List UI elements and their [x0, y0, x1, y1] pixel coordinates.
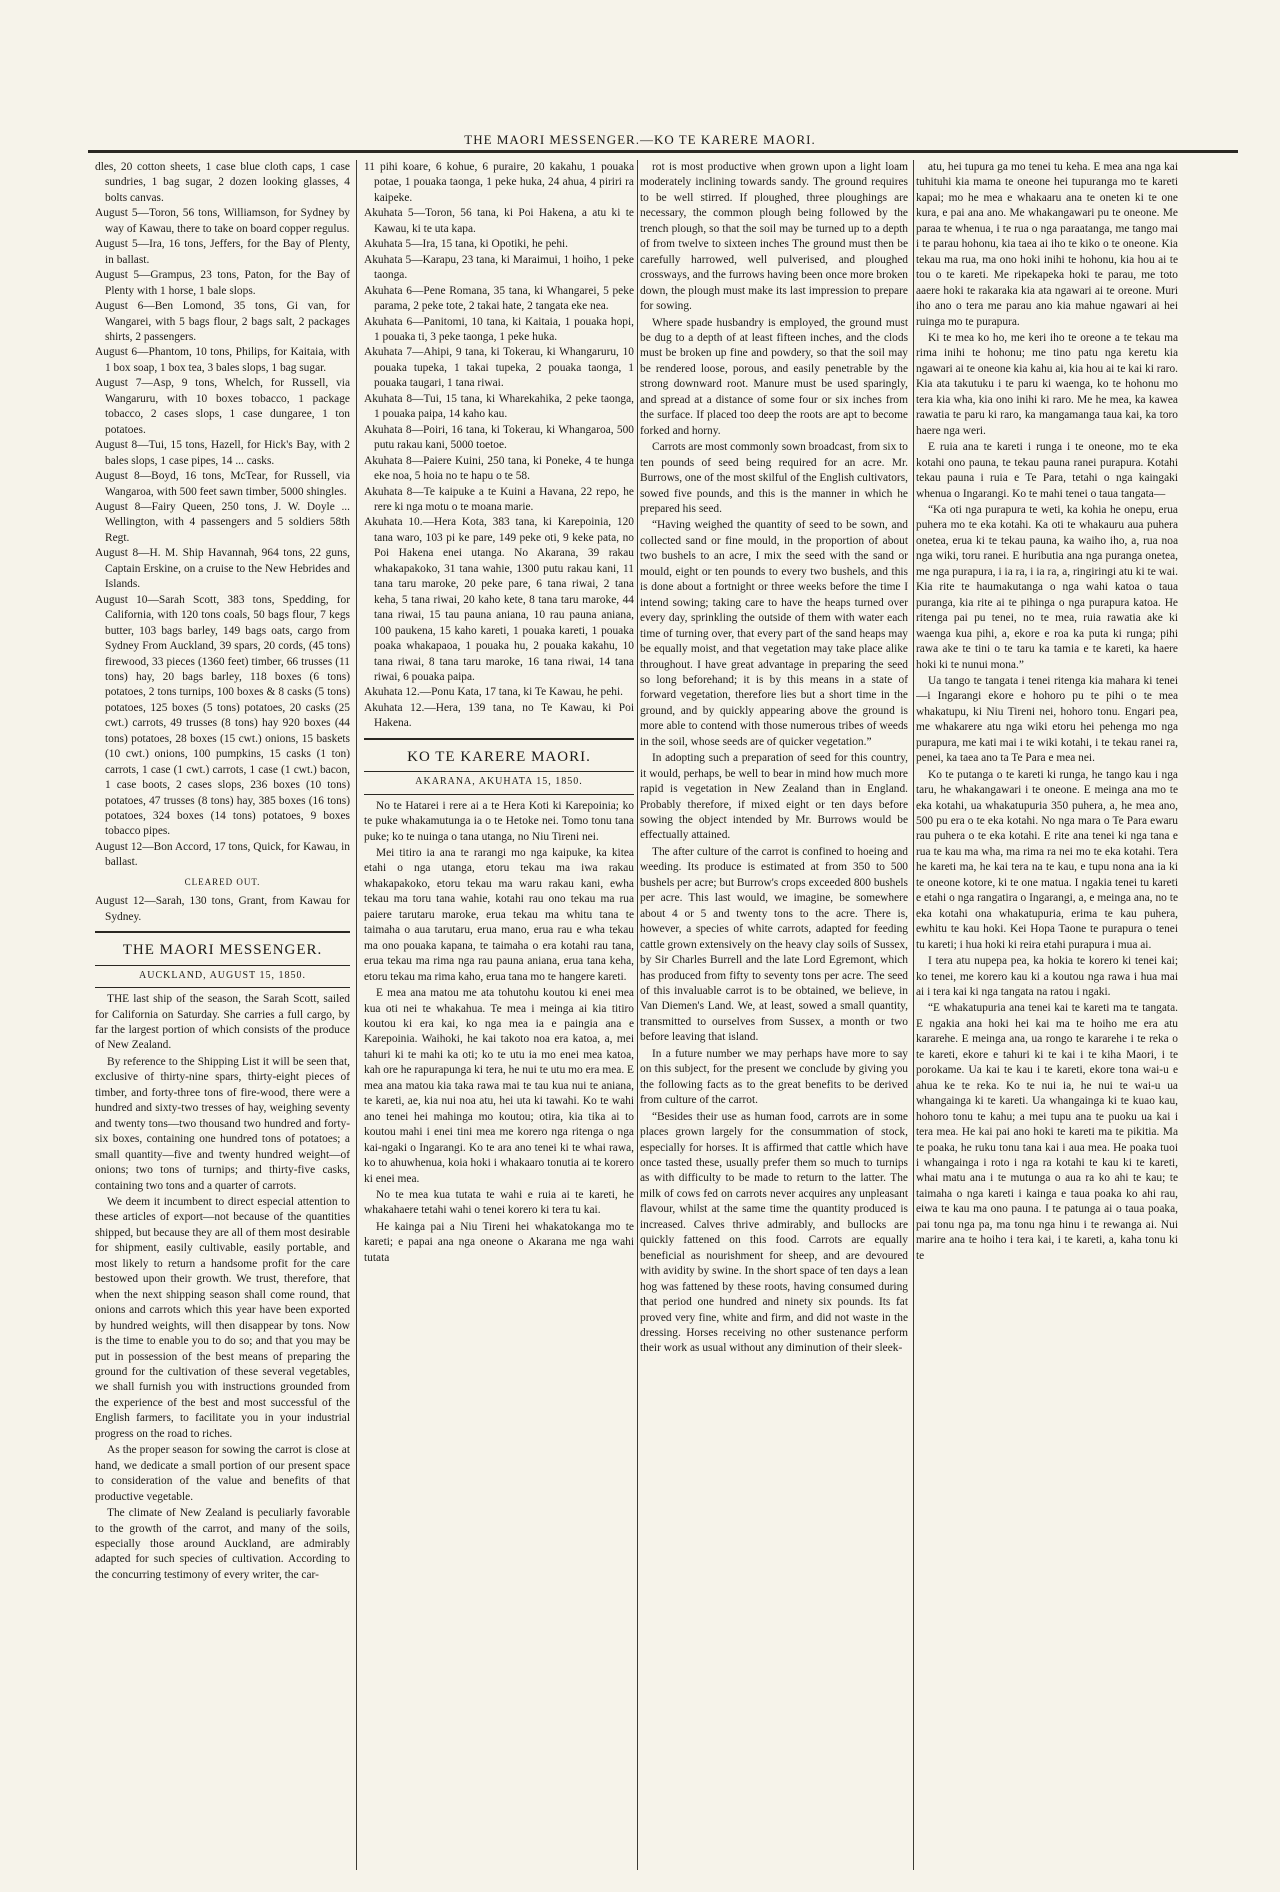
column-rule — [913, 160, 914, 1870]
shipping-entry: August 6—Phantom, 10 tons, Philips, for Kaitaia, with 1 box soap, 1 box tea, 3 bales slops, 1 bag sugar. — [95, 346, 350, 374]
column-maori-shipping — [364, 160, 634, 1872]
shipping-entry: August 6—Ben Lomond, 35 tons, Gi van, for Wangarei, with 5 bags flour, 2 bags salt, 2 packages shirts, 2 passengers. — [95, 300, 350, 343]
article-paragraph: THE last ship of the season, the Sarah Scott, sailed for California on Saturday. She carries a full cargo, by far the largest portion of which consists of the produce of New Zealand. — [95, 993, 350, 1052]
dateline: AUCKLAND, AUGUST 15, 1850. — [95, 968, 350, 988]
shipping-entry: August 8—Fairy Queen, 250 tons, J. W. Doyle ... Wellington, with 4 passengers and 5 soldiers 58th Regt. — [95, 500, 350, 544]
column-rule — [637, 160, 638, 1870]
shipping-entry: August 8—Tui, 15 tons, Hazell, for Hick's Bay, with 2 bales slops, 1 case pipes, 14 ... casks. — [95, 439, 350, 467]
article-paragraph: By reference to the Shipping List it will be seen that, exclusive of thirty-nine spars, thirty-eight pieces of timber, and forty-three tons of fire-wood, there were a hundred and sixty-two tresses of hay, weighing seventy and twenty tons—two thousand two hundred and forty-six boxes, containing one hundred tons of potatoes; a small quantity—five and twenty hundred weight—of onions; two tons of turnips; and thirty-five casks, containing two tons and a quarter of carrots. — [95, 1055, 350, 1192]
shipping-entry: August 5—Ira, 16 tons, Jeffers, for the Bay of Plenty, in ballast. — [95, 238, 350, 266]
article-paragraph: The after culture of the carrot is confined to hoeing and weeding. Its produce is estimated at from 350 to 500 bushels per acre; but Burrow's crops exceeded 800 bushels per acre. This last would, we imagine, be somewhere about 4 or 5 and twenty tons to the acre. There is, however, a species of white carrots, adapted for feeding cattle grown extensively on the heavy clay soils of Sussex, by Sir Charles Burrell and the late Lord Egremont, which has produced from fifty to seventy tons per acre. The seed of this invaluable carrot is to be obtained, we believe, in Van Diemen's Land. We, at least, sowed a small quantity, transmitted to ourselves from Sussex, a month or two before leaving that island. — [640, 845, 908, 1044]
shipping-entry: Akuhata 6—Panitomi, 10 tana, ki Kaitaia, 1 pouaka hopi, 1 pouaka ti, 3 peke taonga, 1 peke huka. — [364, 315, 634, 343]
shipping-entry: Akuhata 8—Tui, 15 tana, ki Wharekahika, 2 peke taonga, 1 pouaka paipa, 14 kaho kau. — [364, 392, 634, 421]
shipping-entry: Akuhata 5—Karapu, 23 tana, ki Maraimui, 1 hoiho, 1 peke taonga. — [364, 253, 634, 282]
running-head: THE MAORI MESSENGER.—KO TE KARERE MAORI. — [464, 132, 816, 147]
dateline: AKARANA, AKUHATA 15, 1850. — [364, 774, 634, 794]
article-paragraph: E ruia ana te kareti i runga i te oneone, mo te eka kotahi ono pauna, te tekau pauna ranei purapura. Kotahi tekau pauna i ruia e Te Para, tetahi o nga kaingaki whenua o Ingarangi. Ko te mahi tenei o taua tangata— — [916, 441, 1178, 500]
article-paragraph: “Besides their use as human food, carrots are in some places grown largely for the consummation of stock, especially for horses. It is affirmed that cattle which have once tasted these, usually prefer them so much to turnips as with difficulty to be made to return to the latter. The milk of cows fed on carrots never acquires any unpleasant flavour, whilst at the same time the quantity produced is increased. Calves thrive admirably, and bullocks are quickly fattened on this food. Carrots are equally beneficial as nourishment for sheep, and are devoured with avidity by swine. In the short space of ten days a lean hog was fattened by these roots, having consumed during that period one hundred and ninety six pounds. Its fat proved very fine, white and firm, and did not waste in the dressing. Horses receiving no other sustenance perform their work as usual without any diminution of their sleek- — [640, 1110, 908, 1355]
paper-title: KO TE KARERE MAORI. — [364, 738, 634, 772]
shipping-entry: Akuhata 7—Ahipi, 9 tana, ki Tokerau, ki Whangaruru, 10 pouaka tupeka, 1 takai tupeka, 2 pouaka taonga, 1 pouaka taugari, 1 tana riwai. — [364, 346, 634, 390]
shipping-entry: August 8—H. M. Ship Havannah, 964 tons, 22 guns, Captain Erskine, on a cruise to the New Hebrides and Islands. — [95, 547, 350, 591]
shipping-entry: Akuhata 5—Ira, 15 tana, ki Opotiki, he pehi. — [364, 238, 569, 251]
article-paragraph: atu, hei tupura ga mo tenei tu keha. E mea ana nga kai tuhituhi kia mama te oneone hei tupuranga mo te kareti kapai; mo he mea e whakaaru ana te oneten ki te one kura, e pai ana ano. Me whakangawari pu te oneone. Me paraa te whenua, i te rua o nga paraatanga, me tango mai i te parau hohonu, kia taea ai iho te kiko o te oneone. Kia tekau ma rua, ma ono hoki inihi te hohonu, kia hou ai te tou o te kareti. Me ripekapeka hoki te parau, me toto aaere hoki te rakaraka kia ata ngawari ai te oreone. Muri iho ano o tera me parau ano kia mahue ngawari ai hei ruinga mo te purapura. — [916, 161, 1178, 328]
article-paragraph: He kainga pai a Niu Tireni hei whakatokanga mo te kareti; e papai ana nga oneone o Akarana me nga wahi tutata — [364, 1220, 634, 1264]
shipping-entry: Akuhata 8—Poiri, 16 tana, ki Tokerau, ki Whangaroa, 500 putu rakau kani, 5000 toetoe. — [364, 423, 634, 452]
column-english-shipping — [95, 160, 350, 1872]
shipping-entry: Akuhata 12.—Ponu Kata, 17 tana, ki Te Kawau, he pehi. — [364, 686, 624, 699]
column-english-article — [640, 160, 908, 1872]
shipping-list — [95, 160, 350, 925]
page-header — [0, 0, 1280, 160]
article-paragraph: In a future number we may perhaps have more to say on this subject, for the present we conclude by giving you the following facts as to the great benefits to be derived from culture of the carrot. — [640, 1047, 908, 1107]
header-rule — [88, 150, 1238, 153]
article-paragraph: Where spade husbandry is employed, the ground must be dug to a depth of at least fifteen inches, and the clods must be broken up fine and powdery, so that the soil may be rendered loose, porous, and easily penetrable by the strong downward root. Manure must be used sparingly, and spread at a distance of some four or six inches from the surface. If placed too deep the roots are apt to become forked and horny. — [640, 316, 908, 437]
shipping-entry: August 12—Sarah, 130 tons, Grant, from Kawau for Sydney. — [95, 895, 350, 923]
shipping-entry: August 8—Boyd, 16 tons, McTear, for Russell, via Wangaroa, with 500 feet sawn timber, 5000 shingles. — [95, 470, 350, 498]
shipping-entry: August 12—Bon Accord, 17 tons, Quick, for Kawau, in ballast. — [95, 840, 350, 869]
article-paragraph: rot is most productive when grown upon a light loam moderately inclining towards sandy. The ground requires to be well stirred. If ploughed, three ploughings are necessary, the common plough being followed by the trench plough, so that the soil may be turned up to a depth of from twelve to sixteen inches The ground must then be carefully harrowed, well pulverised, and ploughed crossways, and the furrows having been once more broken down, the plough must make its last impression to prepare for sowing. — [640, 161, 908, 313]
shipping-entry: August 5—Toron, 56 tons, Williamson, for Sydney by way of Kawau, there to take on board copper regulus. — [95, 207, 350, 235]
cleared-out-heading: CLEARED OUT. — [184, 876, 261, 887]
article-paragraph: As the proper season for sowing the carrot is close at hand, we dedicate a small portion of our present space to consideration of the value and benefits of that productive vegetable. — [95, 1444, 350, 1503]
shipping-entry: August 7—Asp, 9 tons, Whelch, for Russell, via Wangaruru, with 10 boxes tobacco, 1 package tobacco, 2 cases slops, 1 case dungaree, 1 ton potatoes. — [95, 377, 350, 436]
shipping-entry: Akuhata 8—Paiere Kuini, 250 tana, ki Poneke, 4 te hunga eke noa, 5 hoia no te hapu o te 58. — [364, 454, 634, 483]
shipping-entry: 11 pihi koare, 6 kohue, 6 puraire, 20 kakahu, 1 pouaka potae, 1 pouaka taonga, 1 peke huka, 24 ahua, 4 piriri ra kaipeke. — [364, 161, 634, 204]
shipping-entry: dles, 20 cotton sheets, 1 case blue cloth caps, 1 case sundries, 1 bag sugar, 2 dozen looking glasses, 4 bolts canvas. — [95, 161, 350, 204]
article-paragraph: The climate of New Zealand is peculiarly favorable to the growth of the carrot, and many of the soils, especially those around Auckland, are admirably adapted for such species of cultivation. According to the concurring testimony of every writer, the car- — [95, 1507, 350, 1581]
shipping-entry: Akuhata 12.—Hera, 139 tana, no Te Kawau, ki Poi Hakena. — [364, 701, 634, 730]
article-paragraph: “E whakatupuria ana tenei kai te kareti ma te tangata. E ngakia ana hoki hei kai ma te hoiho me era atu kararehe. E meinga ana, ua rongo te kararehe i te reka o te kareti, ekore e tahuri ki te kai i te kiha Maori, i te porokame. Ua kai te kau i te kareti, ekore tona wai-u e ahua ke te reka. Ko te nui ia, he nui te wai-u ua whangainga ki te kareti. Ua whangainga ki te kuao kau, hohoro tonu te kahu; a mei tupu ana te puoku ua kai i tera mea. He kai pai ano hoki te kareti ma te pikitia. Ma te poaka, he ruku tonu tana kai i aua mea. He poaka tuoi i whangainga i roto i nga ra kotahi te kau ki te kareti, whai matu ana i te mutunga o aua ra ko ahi te kau; te taimaha o nga kareti i kainga e taua poaka ko ahi rau, eiwa te kau ma ono pauna. I te patunga ai o taua poaka, pai tonu nga pa, ma tonu nga hinu i te rewanga ai. Nui marire ana te hoiho i tera kai, i te kareti, a, kaha tonu ki te — [916, 1002, 1178, 1262]
article-paragraph: E mea ana matou me ata tohutohu koutou ki enei mea kua oti nei te whakahua. Te mea i meinga ai kia titiro koutou ki era kai, ko nga mea ia e paingia ana e Karepoinia. Waihoki, he kai takoto noa era katoa, a, mei tahuri ki te mahi ka oti; ko te utu ia mo enei mea katoa, kah ore he rapurapunga ki tera, he nui te utu mo era mea. E mea ana matou kia taka rawa mai te tau kua nui te aniana, te kareti, ae, kia nui noa atu, hei uta ki tawahi. Ko te wahi ano tenei hei mahinga mo koutou; otira, kia tika ai to koutou mahi i enei tini mea me korero nga ritenga o nga kai-ngaki o Ingarangi. Ko te ara ano tenei ki te whai rawa, ko to ahuwhenua, koia hoki i whakaaro tonutia ai te korero ki enei mea. — [364, 987, 634, 1185]
shipping-entry: Akuhata 8—Te kaipuke a te Kuini a Havana, 22 repo, he rere ki nga motu o te moana marie. — [364, 485, 634, 513]
article-paragraph: Mei titiro ia ana te rarangi mo nga kaipuke, ka kitea etahi o nga utanga, etoru tekau ma iwa rakau whakapakoko, etoru tekau ma waru rakau kani, ewha tekau ma toru tana wahie, kotahi rau ono tekau ma rua paiere tarutaru maroke, erua tekau ma whitu tana te taimaha o aua tarutaru, erua mano, erua rau e wha tekau ma ono pouaka kapana, te taimaha o era kotahi rau tana, erua tekau ma rima nga rau pauna aniana, erua tana keha, etoru tekau ma rima kaho, erua tana mo te hangere kareti. — [364, 847, 634, 983]
article-paragraph: “Having weighed the quantity of seed to be sown, and collected sand or fine mould, in the proportion of about two bushels to an acre, I mix the seed with the sand or mould, eight or ten pounds to every two bushels, and this is done about a fortnight or three weeks before the time I intend sowing; taking care to have the heaps turned over every day, sprinkling the outside of them with water each time of turning over, that every part of the sand heaps may be equally moist, and that vegetation may take place alike throughout. I have great advantage in preparing the seed so long beforehand; it is by this means in a state of forward vegetation, therefore lies but a short time in the ground, and by quickly appearing above the ground is more able to contend with those numerous tribes of weeds in the soil, whose seeds are of quicker vegetation.” — [640, 519, 908, 748]
shipping-entry: Akuhata 6—Pene Romana, 35 tana, ki Whangarei, 5 peke parama, 2 peke tote, 2 takai hate, 2 tangata eke nea. — [364, 284, 634, 313]
shipping-entry: August 5—Grampus, 23 tons, Paton, for the Bay of Plenty with 1 horse, 1 bale slops. — [95, 269, 350, 297]
article-paragraph: No te Hatarei i rere ai a te Hera Koti ki Karepoinia; ko te puke whakamutunga ia o te Hetoke nei. Tomo tonu tana puke; ko te nuinga o tana utanga, no Niu Tireni nei. — [364, 799, 634, 843]
article-paragraph: We deem it incumbent to direct especial attention to these articles of export—not because of the quantities shipped, but because they are all of them most desirable for shipment, easily cultivable, easily portable, and most likely to return a handsome profit for the care bestowed upon their growth. We trust, therefore, that when the next shipping season shall come round, that onions and carrots which this year have been exported by hundred weights, will then disappear by tons. Now is the time to enable you to do so; and that you may be put in possession of the best means of preparing the ground for the cultivation of these several vegetables, we shall furnish you with instructions grounded from the experience of the best and most successful of the English farmers, to facilitate you in your industrial progress on the road to riches. — [95, 1196, 350, 1440]
article-paragraph: Ko te putanga o te kareti ki runga, he tango kau i nga taru, he whakangawari i te oneone. E meinga ana mo te eka kotahi, ua whakatupuria 350 puhera, a, he mea ano, 500 pu era o te eka kotahi. No nga mara o Te Para ewaru rau puhera o te eka kotahi. E rite ana tenei ki nga tana e rua te kau ma wha, ma rima ra nei mo te eka kotahi. Tera he kareti ma, he kai tera na te kau, e tupu nona ana ia ki te oneone kotore, ki te one matua. I ngakia tenei tu kareti e etahi o nga rangatira o Ingarangi, a, e meinga ana, no te eka kotahi ona whakatupuria, erima te kau puhera, ewhitu te kau hoki. Kei Hopa Taone te purapura o tenei tu kareti; i hua hoki ki reira etahi purapura i mua ai. — [916, 768, 1178, 951]
article-paragraph: Ua tango te tangata i tenei ritenga kia mahara ki tenei—i Ingarangi ekore e hohoro pu te pihi o te mea whakatupu, ki Niu Tireni nei, hohoro tonu. Engari pea, me whakarere atu nga wiki etoru hei pehenga mo nga purapura, me kati mai i te wiki kotahi, i te tekau ranei ra, penei, ka taea ano ta Te Para e mea nei. — [916, 674, 1178, 765]
column-maori-article — [916, 160, 1178, 1872]
paper-title: THE MAORI MESSENGER. — [95, 931, 350, 965]
shipping-entry: Akuhata 10.—Hera Kota, 383 tana, ki Karepoinia, 120 tana waro, 103 pi ke pare, 149 peke oti, 9 keke pata, no Poi Hakena enei utanga. No Akarana, 39 rakau whakapakoko, 31 tana wahie, 1300 putu rakau kani, 11 tana taru maroke, 20 peke pare, 6 tana riwai, 2 tana keha, 5 tana riwai, 20 kaho kete, 8 tana taru maroke, 44 tana riwai, 15 tau pauna aniana, 10 rau pauna aniana, 100 paukena, 15 kaho kareti, 1 pouaka kareti, 1 pouaka poaka whakapaoa, 1 pouaka hu, 2 pouaka kakahu, 10 tana riwai, 8 tana taru maroke, 16 tana riwai, 14 tana riwai, 6 pouaka paipa. — [364, 516, 634, 683]
article-paragraph: In adopting such a preparation of seed for this country, it would, perhaps, be well to bear in mind how much more rapid is vegetation in New Zealand than in England. Probably therefore, if mixed eight or ten days before sowing the object intended by Mr. Burrows would be effectually attained. — [640, 752, 908, 842]
article-paragraph: Carrots are most commonly sown broadcast, from six to ten pounds of seed being required for an acre. Mr. Burrows, one of the most skilful of the English cultivators, sowed five pounds, and this is the manner in which he prepared his seed. — [640, 441, 908, 515]
article-paragraph: I tera atu nupepa pea, ka hokia te korero ki tenei kai; ko tenei, me korero kau ki a koutou nga rawa i hua mai ai i tera kai ki nga tangata na ratou i ngaki. — [916, 955, 1178, 999]
shipping-entry: August 10—Sarah Scott, 383 tons, Spedding, for California, with 120 tons coals, 50 bags flour, 7 kegs butter, 103 bags barley, 149 bags oats, cargo from Sydney From Auckland, 39 spars, 20 cords, (45 tons) firewood, 33 pieces (1360 feet) timber, 66 trusses (11 tons) hay, 20 bags barley, 118 boxes (6 tons) potatoes, 2 tons turnips, 100 boxes & 8 casks (5 tons) potatoes, 125 boxes (5 tons) potatoes, 20 casks (25 cwt.) carrots, 49 trusses (8 tons) hay 920 boxes (44 tons) potatoes, 28 boxes (15 cwt.) onions, 15 baskets (10 cwt.) onions, 100 pumpkins, 15 casks (1 ton) carrots, 1 case (1 cwt.) carrots, 1 case (1 cwt.) bacon, 1 case boots, 2 cases slops, 236 boxes (10 tons) potatoes, 47 trusses (8 tons) hay, 385 boxes (16 tons) potatoes, 324 boxes (14 tons) potatoes, 9 boxes tobacco pipes. — [95, 593, 350, 838]
shipping-list — [364, 160, 634, 732]
shipping-entry: Akuhata 5—Toron, 56 tana, ki Poi Hakena, a atu ki te Kawau, ki te uta kapa. — [364, 207, 634, 235]
column-rule — [356, 160, 357, 1870]
article-paragraph: “Ka oti nga purapura te weti, ka kohia he onepu, erua puhera mo te eka kotahi. Ka oti te whakauru aua puhera onetea, erua ki te tekau pauna, ka waiho iho, a, rua noa nga wiki, toru ranei. E huributia ana nga puranga onetea, me nga purapura, i ia ra, i ia ra, a, ringiringi atu ki te wai. Kia rite te haumakutanga o nga wahi katoa o taua puranga, kia rite ai te pihinga o nga purapura katoa. He ritenga pai pu tenei, no te mea, ruia rawatia ake ki waenga kua pihi, a, ekore e roa ka puta ki runga; pihi rawa ake te tini o te taru ka tamia e te kareti, ka haere hoki ki te nunui mona.” — [916, 503, 1178, 671]
article-paragraph: Ki te mea ko ho, me keri iho te oreone a te tekau ma rima inihi te hohonu; me tino patu nga keretu kia ngawari ai te oneone kia kahu ai, kia hou ai te kai ki raro. Kia ata takutuku i te paru ki waenga, ko te hohonu mo tera kia wha, kia ono inihi ki raro. Me he mea, ka kawea rawatia te paru ki raro, ka mangamanga taua kai, ka toro haere nga weri. — [916, 331, 1178, 437]
article-paragraph: No te mea kua tutata te wahi e ruia ai te kareti, he whakahaere tetahi wahi o tenei korero ki tera tu kai. — [364, 1189, 634, 1217]
